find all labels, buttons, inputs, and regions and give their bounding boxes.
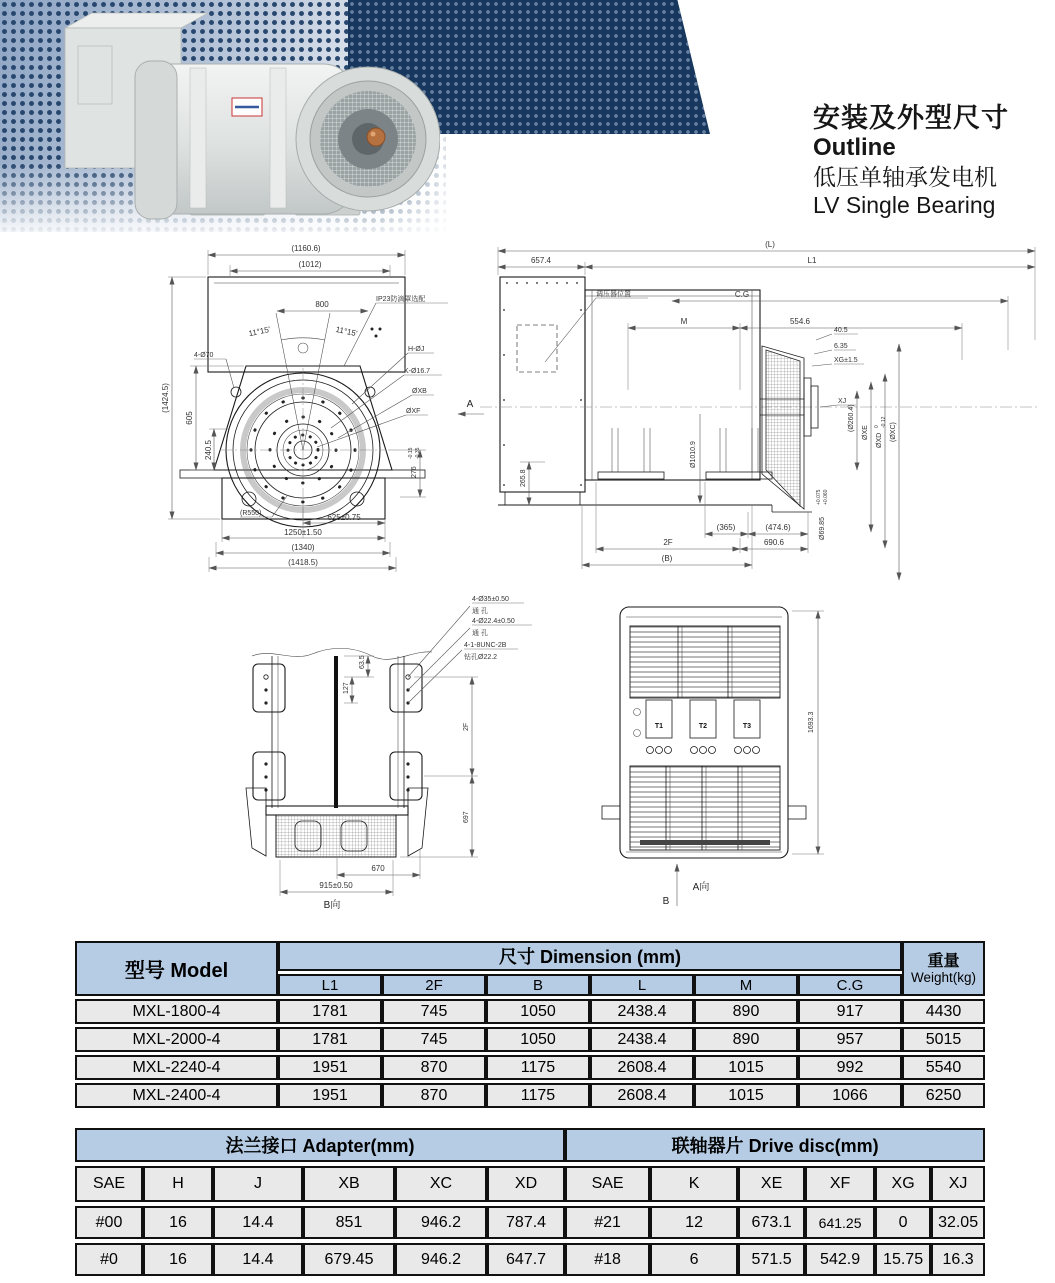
dim-label: (1160.6) bbox=[291, 244, 321, 253]
detail-view-dimensions bbox=[280, 596, 532, 911]
cell: 957 bbox=[798, 1027, 902, 1052]
cell: 14.4 bbox=[213, 1206, 303, 1239]
dim-label: 4-1-8UNC-2B bbox=[464, 642, 507, 649]
dim-label: L1 bbox=[807, 256, 817, 265]
cell: 6 bbox=[650, 1243, 738, 1276]
cell: 641.25 bbox=[805, 1206, 875, 1239]
column-header: H bbox=[143, 1166, 213, 1202]
dim-label: (L) bbox=[765, 240, 775, 249]
column-header-dimension: 尺寸 Dimension (mm) bbox=[278, 941, 902, 971]
cell: #00 bbox=[75, 1206, 143, 1239]
column-header: M bbox=[694, 974, 798, 996]
dim-label: ØXE bbox=[862, 425, 869, 440]
cell: 2438.4 bbox=[590, 999, 694, 1024]
cell: 679.45 bbox=[303, 1243, 395, 1276]
cell: 1050 bbox=[486, 999, 590, 1024]
column-header-adapter: 法兰接口 Adapter(mm) bbox=[75, 1128, 565, 1162]
table-row bbox=[75, 1206, 985, 1239]
cell: 1951 bbox=[278, 1055, 382, 1080]
dim-label: IP23防滴罩选配 bbox=[376, 296, 426, 303]
weight-label-en: Weight(kg) bbox=[911, 969, 977, 985]
table-row bbox=[75, 1243, 985, 1276]
cell: 0 bbox=[875, 1206, 931, 1239]
dim-label: 605 bbox=[185, 411, 194, 425]
detail-view-drawing bbox=[246, 648, 432, 857]
cell: 1951 bbox=[278, 1083, 382, 1108]
cell: 890 bbox=[694, 999, 798, 1024]
table-header-row bbox=[75, 1128, 985, 1162]
dim-label: XJ bbox=[838, 398, 847, 405]
dim-label: (Ø260.4) bbox=[848, 404, 855, 432]
cell: 917 bbox=[798, 999, 902, 1024]
page-title-en: Outline bbox=[813, 134, 896, 161]
cell: 6250 bbox=[902, 1083, 985, 1108]
dim-label: 915±0.50 bbox=[319, 881, 353, 890]
tolerance-label: +0.075 bbox=[816, 489, 822, 505]
dim-label: 690.6 bbox=[763, 538, 785, 547]
front-view-drawing bbox=[180, 277, 425, 538]
cell: 16.3 bbox=[931, 1243, 985, 1276]
side-view-drawing bbox=[480, 277, 1040, 512]
dim-label: 276 bbox=[411, 466, 418, 478]
column-header-weight bbox=[902, 941, 985, 996]
terminal-label: T1 bbox=[654, 723, 664, 730]
cell: 787.4 bbox=[487, 1206, 565, 1239]
dim-label: 657.4 bbox=[530, 256, 552, 265]
cell: 2608.4 bbox=[590, 1083, 694, 1108]
column-header: SAE bbox=[565, 1166, 650, 1202]
tolerance-label: -0.15 bbox=[408, 447, 414, 459]
dim-label: 40.5 bbox=[834, 327, 848, 334]
dim-label: (1418.5) bbox=[288, 558, 318, 567]
dim-label: (1424.5) bbox=[161, 383, 170, 413]
dim-label: XG±1.5 bbox=[834, 357, 858, 364]
column-header: L1 bbox=[278, 974, 382, 996]
cell: 647.7 bbox=[487, 1243, 565, 1276]
dim-label: 调压器位置 bbox=[596, 291, 631, 298]
terminal-label: T2 bbox=[698, 723, 708, 730]
dim-label: 1693.3 bbox=[808, 711, 815, 733]
dim-label: 通 孔 bbox=[472, 630, 488, 637]
cell: 1015 bbox=[694, 1055, 798, 1080]
cell: 571.5 bbox=[738, 1243, 805, 1276]
dim-label: Ø1010.9 bbox=[690, 441, 697, 468]
view-arrow-label: B bbox=[662, 896, 670, 907]
cell: 16 bbox=[143, 1243, 213, 1276]
cell-model: MXL-2240-4 bbox=[75, 1055, 278, 1080]
column-header: L bbox=[590, 974, 694, 996]
page-subtitle-en: LV Single Bearing bbox=[813, 192, 996, 218]
dim-label: 800 bbox=[315, 300, 329, 309]
table-row bbox=[75, 1083, 985, 1108]
dim-label: 240.5 bbox=[204, 439, 213, 461]
top-view-drawing bbox=[602, 607, 806, 858]
cell: 4430 bbox=[902, 999, 985, 1024]
dim-label: ØXB bbox=[412, 388, 427, 395]
column-header: J bbox=[213, 1166, 303, 1202]
cell: 12 bbox=[650, 1206, 738, 1239]
dim-label: M bbox=[680, 317, 688, 326]
dim-label: 554.6 bbox=[789, 317, 811, 326]
cell: 992 bbox=[798, 1055, 902, 1080]
cell: 15.75 bbox=[875, 1243, 931, 1276]
weight-label-cn: 重量 bbox=[927, 952, 960, 970]
dim-label: 11°15' bbox=[247, 324, 272, 339]
dim-label: Ø69.85 bbox=[819, 517, 826, 540]
cell: 16 bbox=[143, 1206, 213, 1239]
dimension-table bbox=[75, 938, 985, 1111]
dim-label: 1250±1.50 bbox=[284, 528, 322, 537]
page-subtitle-cn: 低压单轴承发电机 bbox=[813, 164, 997, 190]
cell: 542.9 bbox=[805, 1243, 875, 1276]
cell: 14.4 bbox=[213, 1243, 303, 1276]
cell: 1066 bbox=[798, 1083, 902, 1108]
dim-label: 127 bbox=[343, 682, 350, 694]
dim-label: 11°15' bbox=[334, 324, 359, 339]
cell: 1050 bbox=[486, 1027, 590, 1052]
cell: 1781 bbox=[278, 1027, 382, 1052]
cell: 5015 bbox=[902, 1027, 985, 1052]
dim-label: 265.8 bbox=[520, 469, 527, 487]
cell: 32.05 bbox=[931, 1206, 985, 1239]
table-header-row bbox=[75, 941, 985, 971]
dim-label: (1012) bbox=[298, 260, 322, 269]
dim-label: 670 bbox=[371, 864, 385, 873]
adapter-table bbox=[75, 1124, 985, 1280]
dim-label: 4-Ø70 bbox=[194, 352, 214, 359]
cell: 2438.4 bbox=[590, 1027, 694, 1052]
cell: 946.2 bbox=[395, 1206, 487, 1239]
dim-label: 4-Ø22.4±0.50 bbox=[472, 618, 515, 625]
dim-label: C.G bbox=[734, 290, 750, 299]
cell: 870 bbox=[382, 1055, 486, 1080]
dim-label: 63.5 bbox=[359, 655, 366, 669]
column-header: SAE bbox=[75, 1166, 143, 1202]
cell: 1781 bbox=[278, 999, 382, 1024]
dim-label: 625±0.75 bbox=[327, 513, 361, 522]
dim-label: 2F bbox=[463, 722, 470, 731]
cell: 890 bbox=[694, 1027, 798, 1052]
cell: 2608.4 bbox=[590, 1055, 694, 1080]
dim-label: (365) bbox=[716, 523, 736, 532]
dim-label: 通 孔 bbox=[472, 608, 488, 615]
column-header: XB bbox=[303, 1166, 395, 1202]
dim-label: 2F bbox=[663, 538, 673, 547]
table-row bbox=[75, 999, 985, 1024]
side-view-dimensions bbox=[458, 240, 1035, 580]
dim-label: 钻孔Ø22.2 bbox=[464, 654, 498, 661]
column-header: XE bbox=[738, 1166, 805, 1202]
cell-model: MXL-2400-4 bbox=[75, 1083, 278, 1108]
column-header: XF bbox=[805, 1166, 875, 1202]
dim-label: (ØXC) bbox=[890, 422, 897, 442]
cell: 1175 bbox=[486, 1083, 590, 1108]
tolerance-label: -0.35 bbox=[415, 447, 421, 459]
dim-label: (474.6) bbox=[765, 523, 791, 532]
cell: 1015 bbox=[694, 1083, 798, 1108]
page-title-cn: 安装及外型尺寸 bbox=[813, 103, 1009, 133]
dim-label: ØXF bbox=[406, 408, 421, 415]
terminal-label: T3 bbox=[742, 723, 752, 730]
cell: #0 bbox=[75, 1243, 143, 1276]
cell: #21 bbox=[565, 1206, 650, 1239]
view-label: B向 bbox=[323, 900, 341, 911]
table-subheader-row bbox=[75, 1166, 985, 1202]
dim-label: (B) bbox=[661, 554, 673, 563]
view-label: A向 bbox=[692, 882, 710, 893]
dim-label: ØXD bbox=[876, 432, 883, 448]
table-row bbox=[75, 1027, 985, 1052]
column-header: K bbox=[650, 1166, 738, 1202]
cell: 946.2 bbox=[395, 1243, 487, 1276]
tolerance-label: -0.12 bbox=[881, 416, 887, 428]
dim-label: 6.35 bbox=[834, 343, 848, 350]
cell: 1175 bbox=[486, 1055, 590, 1080]
column-header: XJ bbox=[931, 1166, 985, 1202]
column-header: XD bbox=[487, 1166, 565, 1202]
cell: 870 bbox=[382, 1083, 486, 1108]
dim-label: H-ØJ bbox=[408, 346, 425, 353]
cell: 5540 bbox=[902, 1055, 985, 1080]
dim-label: 4-Ø35±0.50 bbox=[472, 596, 509, 603]
column-header-model: 型号 Model bbox=[75, 941, 278, 996]
dim-label: (R550) bbox=[240, 510, 262, 517]
tolerance-label: 0 bbox=[874, 425, 880, 428]
table-row bbox=[75, 1055, 985, 1080]
column-header: C.G bbox=[798, 974, 902, 996]
column-header: B bbox=[486, 974, 590, 996]
column-header-drive-disc: 联轴器片 Drive disc(mm) bbox=[565, 1128, 985, 1162]
column-header: XG bbox=[875, 1166, 931, 1202]
view-arrow-label: A bbox=[466, 399, 474, 410]
cell-model: MXL-1800-4 bbox=[75, 999, 278, 1024]
cell-model: MXL-2000-4 bbox=[75, 1027, 278, 1052]
cell: 673.1 bbox=[738, 1206, 805, 1239]
dim-label: (1340) bbox=[291, 543, 315, 552]
column-header: XC bbox=[395, 1166, 487, 1202]
tolerance-label: +0.060 bbox=[823, 489, 829, 505]
column-header: 2F bbox=[382, 974, 486, 996]
dim-label: K-Ø16.7 bbox=[404, 368, 431, 375]
dim-label: 697 bbox=[463, 811, 470, 823]
cell: #18 bbox=[565, 1243, 650, 1276]
cell: 745 bbox=[382, 999, 486, 1024]
cell: 745 bbox=[382, 1027, 486, 1052]
cell: 851 bbox=[303, 1206, 395, 1239]
